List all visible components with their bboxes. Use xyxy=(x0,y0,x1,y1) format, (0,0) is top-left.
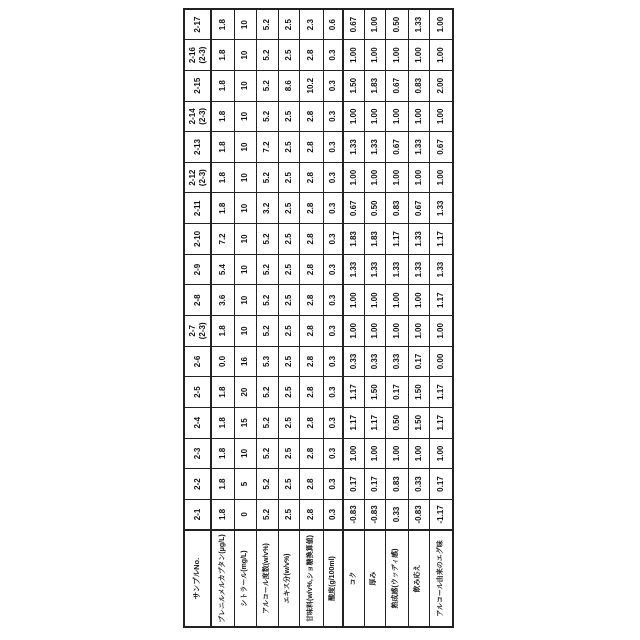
value-cell: 2.5 xyxy=(278,438,299,469)
value-cell: 1.8 xyxy=(211,193,234,224)
value-cell: 0.67 xyxy=(343,193,364,224)
value-cell: 1.8 xyxy=(211,316,234,347)
value-cell: 2.8 xyxy=(299,346,323,377)
value-cell: 2.5 xyxy=(278,407,299,438)
value-cell: 2.8 xyxy=(299,407,323,438)
field-label-cell: プレニルメルカプタン(μg/L) xyxy=(211,530,234,627)
value-cell: 3.6 xyxy=(211,285,234,316)
field-row xyxy=(323,9,343,627)
value-cell: 1.8 xyxy=(211,101,234,132)
value-cell: 1.17 xyxy=(343,407,364,438)
value-cell: 10 xyxy=(234,70,256,101)
value-cell: 10 xyxy=(234,254,256,285)
value-cell: 0.50 xyxy=(385,9,408,40)
value-cell: 8.6 xyxy=(278,70,299,101)
value-cell: 5.2 xyxy=(256,438,278,469)
field-row xyxy=(299,9,323,627)
value-cell: 0.17 xyxy=(343,469,364,500)
value-cell: 2.8 xyxy=(299,224,323,255)
value-cell: 1.8 xyxy=(211,438,234,469)
value-cell: 2.5 xyxy=(278,499,299,530)
value-cell: 10 xyxy=(234,224,256,255)
sample-id-cell: 2-16 (2-3) xyxy=(184,40,211,71)
value-cell: 2.8 xyxy=(299,438,323,469)
value-cell: 0.17 xyxy=(364,469,385,500)
value-cell: 1.00 xyxy=(364,162,385,193)
value-cell: 15 xyxy=(234,407,256,438)
value-cell: 1.00 xyxy=(343,101,364,132)
value-cell: 1.50 xyxy=(408,377,429,408)
value-cell: 1.8 xyxy=(211,377,234,408)
value-cell: 2.5 xyxy=(278,316,299,347)
value-cell: 5.2 xyxy=(256,40,278,71)
value-cell: 2.5 xyxy=(278,132,299,163)
rotation-container xyxy=(183,8,452,628)
rotated-table-region xyxy=(183,8,452,628)
value-cell: 10 xyxy=(234,316,256,347)
value-cell: 2.5 xyxy=(278,285,299,316)
value-cell: 1.00 xyxy=(408,285,429,316)
value-cell: 10 xyxy=(234,193,256,224)
field-row xyxy=(278,9,299,627)
value-cell: 2.00 xyxy=(429,70,453,101)
value-cell: 1.00 xyxy=(408,101,429,132)
sample-id-cell: 2-14 (2-3) xyxy=(184,101,211,132)
value-cell: 0.50 xyxy=(385,407,408,438)
value-cell: 0.3 xyxy=(323,193,343,224)
value-cell: 2.5 xyxy=(278,346,299,377)
value-cell: 0.3 xyxy=(323,316,343,347)
value-cell: 1.00 xyxy=(408,162,429,193)
value-cell: 0.83 xyxy=(408,70,429,101)
value-cell: 1.8 xyxy=(211,162,234,193)
value-cell: 0.83 xyxy=(385,193,408,224)
value-cell: 0.33 xyxy=(385,346,408,377)
value-cell: 2.8 xyxy=(299,499,323,530)
value-cell: 0 xyxy=(234,499,256,530)
value-cell: 10 xyxy=(234,438,256,469)
value-cell: 5 xyxy=(234,469,256,500)
value-cell: 0.3 xyxy=(323,101,343,132)
field-row xyxy=(343,9,364,627)
value-cell: 1.17 xyxy=(385,224,408,255)
value-cell: 2.5 xyxy=(278,40,299,71)
value-cell: 1.33 xyxy=(408,9,429,40)
value-cell: 10 xyxy=(234,40,256,71)
value-cell: 0.67 xyxy=(429,132,453,163)
value-cell: 0.3 xyxy=(323,346,343,377)
value-cell: 2.8 xyxy=(299,469,323,500)
value-cell: 2.8 xyxy=(299,193,323,224)
value-cell: 16 xyxy=(234,346,256,377)
field-label-cell: コク xyxy=(343,530,364,627)
value-cell: 2.8 xyxy=(299,162,323,193)
value-cell: 2.8 xyxy=(299,40,323,71)
value-cell: 5.2 xyxy=(256,469,278,500)
value-cell: 5.2 xyxy=(256,254,278,285)
value-cell: 1.17 xyxy=(343,377,364,408)
value-cell: 5.2 xyxy=(256,377,278,408)
field-row xyxy=(256,9,278,627)
value-cell: 1.00 xyxy=(429,316,453,347)
value-cell: 5.2 xyxy=(256,285,278,316)
value-cell: 0.33 xyxy=(343,346,364,377)
value-cell: 1.00 xyxy=(385,40,408,71)
value-cell: 2.8 xyxy=(299,285,323,316)
field-row xyxy=(234,9,256,627)
sample-id-cell: 2-10 xyxy=(184,224,211,255)
value-cell: 2.5 xyxy=(278,193,299,224)
value-cell: 1.33 xyxy=(429,254,453,285)
value-cell: 0.3 xyxy=(323,407,343,438)
value-cell: 1.83 xyxy=(343,224,364,255)
value-cell: 0.6 xyxy=(323,9,343,40)
sample-id-cell: 2-15 xyxy=(184,70,211,101)
value-cell: 1.8 xyxy=(211,40,234,71)
field-label-cell: シトラール(mg/L) xyxy=(234,530,256,627)
value-cell: 0.00 xyxy=(429,346,453,377)
value-cell: 0.3 xyxy=(323,499,343,530)
value-cell: 2.5 xyxy=(278,469,299,500)
value-cell: 1.00 xyxy=(364,438,385,469)
sample-id-cell: 2-4 xyxy=(184,407,211,438)
field-label-cell: エキス分(w/v%) xyxy=(278,530,299,627)
value-cell: 0.33 xyxy=(408,469,429,500)
value-cell: 1.50 xyxy=(343,70,364,101)
value-cell: 1.00 xyxy=(343,285,364,316)
field-label-cell: 熟成感(ウッディ感) xyxy=(385,530,408,627)
value-cell: 1.17 xyxy=(429,407,453,438)
value-cell: 0.67 xyxy=(408,193,429,224)
value-cell: 1.33 xyxy=(385,254,408,285)
value-cell: 1.00 xyxy=(385,285,408,316)
value-cell: 1.33 xyxy=(364,254,385,285)
value-cell: 2.8 xyxy=(299,316,323,347)
sample-id-row xyxy=(184,9,211,627)
value-cell: 2.5 xyxy=(278,9,299,40)
value-cell: 2.8 xyxy=(299,254,323,285)
value-cell: 0.3 xyxy=(323,377,343,408)
sample-id-cell: 2-3 xyxy=(184,438,211,469)
value-cell: 1.33 xyxy=(343,254,364,285)
value-cell: 10.2 xyxy=(299,70,323,101)
value-cell: 1.00 xyxy=(343,40,364,71)
value-cell: 1.00 xyxy=(385,316,408,347)
value-cell: 5.2 xyxy=(256,162,278,193)
value-cell: 10 xyxy=(234,285,256,316)
value-cell: 1.00 xyxy=(364,285,385,316)
value-cell: 0.3 xyxy=(323,285,343,316)
value-cell: 1.8 xyxy=(211,70,234,101)
value-cell: -1.17 xyxy=(429,499,453,530)
value-cell: 0.17 xyxy=(429,469,453,500)
value-cell: 5.2 xyxy=(256,407,278,438)
sample-id-cell: 2-8 xyxy=(184,285,211,316)
field-row xyxy=(385,9,408,627)
field-row xyxy=(364,9,385,627)
value-cell: 0.3 xyxy=(323,162,343,193)
value-cell: 0.17 xyxy=(385,377,408,408)
sample-id-cell: 2-13 xyxy=(184,132,211,163)
value-cell: 2.8 xyxy=(299,101,323,132)
value-cell: 1.00 xyxy=(364,316,385,347)
value-cell: 1.00 xyxy=(364,101,385,132)
value-cell: 7.2 xyxy=(211,224,234,255)
field-label-cell: アルコール度数(w/v%) xyxy=(256,530,278,627)
value-cell: 0.3 xyxy=(323,224,343,255)
value-cell: 0.67 xyxy=(385,132,408,163)
sample-id-cell: 2-17 xyxy=(184,9,211,40)
value-cell: 1.8 xyxy=(211,132,234,163)
value-cell: 0.3 xyxy=(323,438,343,469)
value-cell: 1.33 xyxy=(408,132,429,163)
value-cell: 1.8 xyxy=(211,469,234,500)
field-label-cell: 厚み xyxy=(364,530,385,627)
value-cell: 2.8 xyxy=(299,377,323,408)
field-label-cell: 甘味料(w/v%,ショ糖換算値) xyxy=(299,530,323,627)
value-cell: 20 xyxy=(234,377,256,408)
value-cell: 0.33 xyxy=(364,346,385,377)
value-cell: 7.2 xyxy=(256,132,278,163)
value-cell: 0.3 xyxy=(323,70,343,101)
value-cell: 1.00 xyxy=(429,40,453,71)
value-cell: -0.83 xyxy=(364,499,385,530)
value-cell: 1.8 xyxy=(211,499,234,530)
value-cell: 5.2 xyxy=(256,70,278,101)
value-cell: 1.00 xyxy=(429,101,453,132)
value-cell: 10 xyxy=(234,162,256,193)
value-cell: 1.00 xyxy=(343,316,364,347)
value-cell: 1.50 xyxy=(364,377,385,408)
value-cell: 0.3 xyxy=(323,469,343,500)
value-cell: 3.2 xyxy=(256,193,278,224)
field-label-cell: 酸度(g/100ml) xyxy=(323,530,343,627)
value-cell: 1.50 xyxy=(408,407,429,438)
value-cell: 5.3 xyxy=(256,346,278,377)
value-cell: 2.5 xyxy=(278,162,299,193)
value-cell: 1.00 xyxy=(385,101,408,132)
value-cell: 0.3 xyxy=(323,254,343,285)
value-cell: 0.67 xyxy=(343,9,364,40)
value-cell: 0.17 xyxy=(408,346,429,377)
sample-id-cell: 2-6 xyxy=(184,346,211,377)
field-row xyxy=(429,9,453,627)
corner-cell: サンプルNo. xyxy=(184,530,211,627)
value-cell: 1.00 xyxy=(364,40,385,71)
value-cell: 1.17 xyxy=(364,407,385,438)
value-cell: 1.00 xyxy=(364,9,385,40)
value-cell: 1.83 xyxy=(364,224,385,255)
value-cell: 1.00 xyxy=(429,438,453,469)
value-cell: 2.8 xyxy=(299,132,323,163)
value-cell: 2.3 xyxy=(299,9,323,40)
sample-id-cell: 2-9 xyxy=(184,254,211,285)
value-cell: 0.3 xyxy=(323,40,343,71)
sample-id-cell: 2-1 xyxy=(184,499,211,530)
value-cell: 1.00 xyxy=(408,438,429,469)
field-row xyxy=(408,9,429,627)
value-cell: 1.83 xyxy=(364,70,385,101)
value-cell: 1.17 xyxy=(429,377,453,408)
value-cell: 1.33 xyxy=(364,132,385,163)
field-label-cell: アルコール由来のエグ味 xyxy=(429,530,453,627)
value-cell: 10 xyxy=(234,9,256,40)
value-cell: 1.00 xyxy=(408,316,429,347)
value-cell: 2.5 xyxy=(278,224,299,255)
field-label-cell: 飲み応え xyxy=(408,530,429,627)
value-cell: 5.2 xyxy=(256,316,278,347)
value-cell: 0.3 xyxy=(323,132,343,163)
sample-id-cell: 2-7 (2-3) xyxy=(184,316,211,347)
value-cell: 2.5 xyxy=(278,254,299,285)
value-cell: 0.83 xyxy=(385,469,408,500)
value-cell: 1.33 xyxy=(408,224,429,255)
value-cell: 10 xyxy=(234,132,256,163)
value-cell: 1.00 xyxy=(343,162,364,193)
value-cell: 0.0 xyxy=(211,346,234,377)
value-cell: 1.00 xyxy=(429,162,453,193)
value-cell: 1.33 xyxy=(429,193,453,224)
value-cell: 1.00 xyxy=(408,40,429,71)
value-cell: 2.5 xyxy=(278,377,299,408)
sample-id-cell: 2-11 xyxy=(184,193,211,224)
value-cell: 5.2 xyxy=(256,101,278,132)
value-cell: 1.17 xyxy=(429,224,453,255)
sample-id-cell: 2-12 (2-3) xyxy=(184,162,211,193)
value-cell: 1.8 xyxy=(211,407,234,438)
value-cell: -0.83 xyxy=(343,499,364,530)
value-cell: 0.67 xyxy=(385,70,408,101)
sample-data-table xyxy=(183,8,454,628)
value-cell: 0.50 xyxy=(364,193,385,224)
value-cell: 5.2 xyxy=(256,499,278,530)
value-cell: 1.8 xyxy=(211,9,234,40)
value-cell: 5.4 xyxy=(211,254,234,285)
value-cell: 1.00 xyxy=(343,438,364,469)
value-cell: 1.33 xyxy=(343,132,364,163)
value-cell: 1.00 xyxy=(385,438,408,469)
value-cell: 2.5 xyxy=(278,101,299,132)
sample-id-cell: 2-5 xyxy=(184,377,211,408)
value-cell: 1.33 xyxy=(408,254,429,285)
value-cell: 1.17 xyxy=(429,285,453,316)
value-cell: 1.00 xyxy=(385,162,408,193)
value-cell: 1.00 xyxy=(429,9,453,40)
sample-id-cell: 2-2 xyxy=(184,469,211,500)
value-cell: 5.2 xyxy=(256,224,278,255)
value-cell: -0.83 xyxy=(408,499,429,530)
field-row xyxy=(211,9,234,627)
value-cell: 5.2 xyxy=(256,9,278,40)
value-cell: 10 xyxy=(234,101,256,132)
value-cell: 0.33 xyxy=(385,499,408,530)
